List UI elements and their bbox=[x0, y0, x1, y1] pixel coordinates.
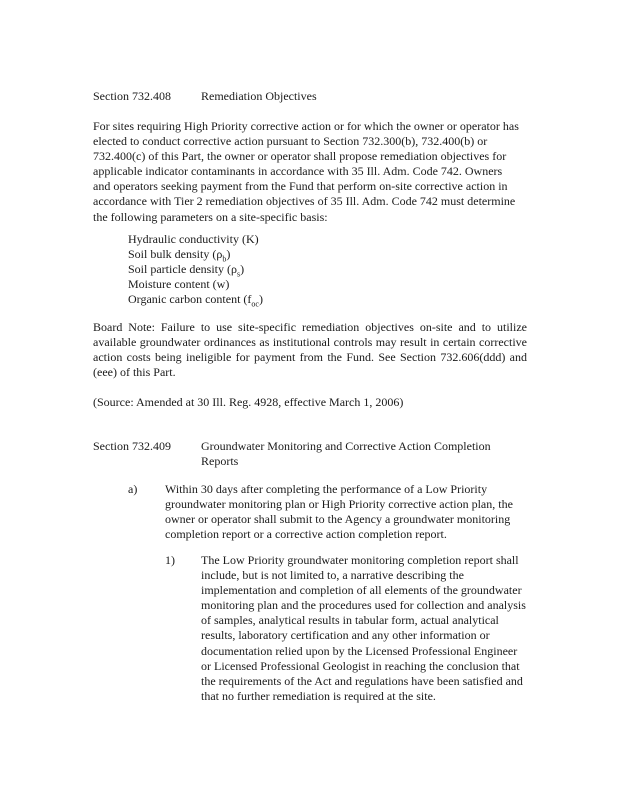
section-408-heading bbox=[93, 89, 317, 104]
item-1-label: 1) bbox=[165, 553, 175, 567]
parameter-item: Hydraulic conductivity (K) bbox=[128, 232, 259, 246]
parameter-item: Organic carbon content $(f_{oc})$ bbox=[128, 292, 263, 309]
source-note: (Source: Amended at 30 Ill. Reg. 4928, effective March 1, 2006) bbox=[93, 395, 404, 409]
parameter-item: Soil bulk density $(\rho_b)$ bbox=[128, 247, 231, 264]
item-a-label: a) bbox=[128, 482, 138, 496]
item-a-text: Within 30 days after completing the performance of a Low Priority groundwater monitoring plan or High Priority corrective action plan, the owner or operator shall submit to the Agency a groundwater monitoring completion report or a corrective action completion report. bbox=[165, 482, 513, 542]
parameter-list bbox=[128, 232, 263, 307]
section-number: Section 732.408 bbox=[93, 89, 171, 103]
section-number: Section 732.409 bbox=[93, 439, 171, 453]
board-note: Board Note: Failure to use site-specific remediation objectives on-site and to utilize available groundwater ordinances as institutional controls may result in certain corrective action costs being ineligible for payment from the Fund. See Section 732.606(ddd) and (eee) of this Part. bbox=[93, 320, 527, 380]
section-title: Remediation Objectives bbox=[201, 89, 317, 103]
parameter-item: Moisture content (w) bbox=[128, 277, 230, 292]
section-408-body: For sites requiring High Priority corrective action or for which the owner or operator has elected to conduct corrective action pursuant to Section 732.300(b), 732.400(b) or 732.400(c) of this Part, the owner or operator shall propose remediation objectives for applicable indicator contaminants in accordance with 35 Ill. Adm. Code 742. Owners and operators seeking payment from the Fund that perform on-site corrective action in accordance with Tier 2 remediation objectives of 35 Ill. Adm. Code 742 must determine the following parameters on a site-specific basis: bbox=[93, 119, 519, 224]
section-409-heading bbox=[93, 439, 511, 469]
item-1-text: The Low Priority groundwater monitoring completion report shall include, but is not limited to, a narrative describing the implementation and completion of all elements of the groundwater monitoring plan and the procedures used for collection and analysis of samples, analytical results in tabular form, actual analytical results, laboratory certification and any other information or documentation relied upon by the Licensed Professional Engineer or Licensed Professional Geologist in reaching the conclusion that the requirements of the Act and regulations have been satisfied and that no further remediation is required at the site. bbox=[201, 553, 526, 703]
parameter-item: Soil particle density $(\rho_s)$ bbox=[128, 262, 245, 279]
section-title: Groundwater Monitoring and Corrective Action Completion Reports bbox=[201, 439, 491, 468]
